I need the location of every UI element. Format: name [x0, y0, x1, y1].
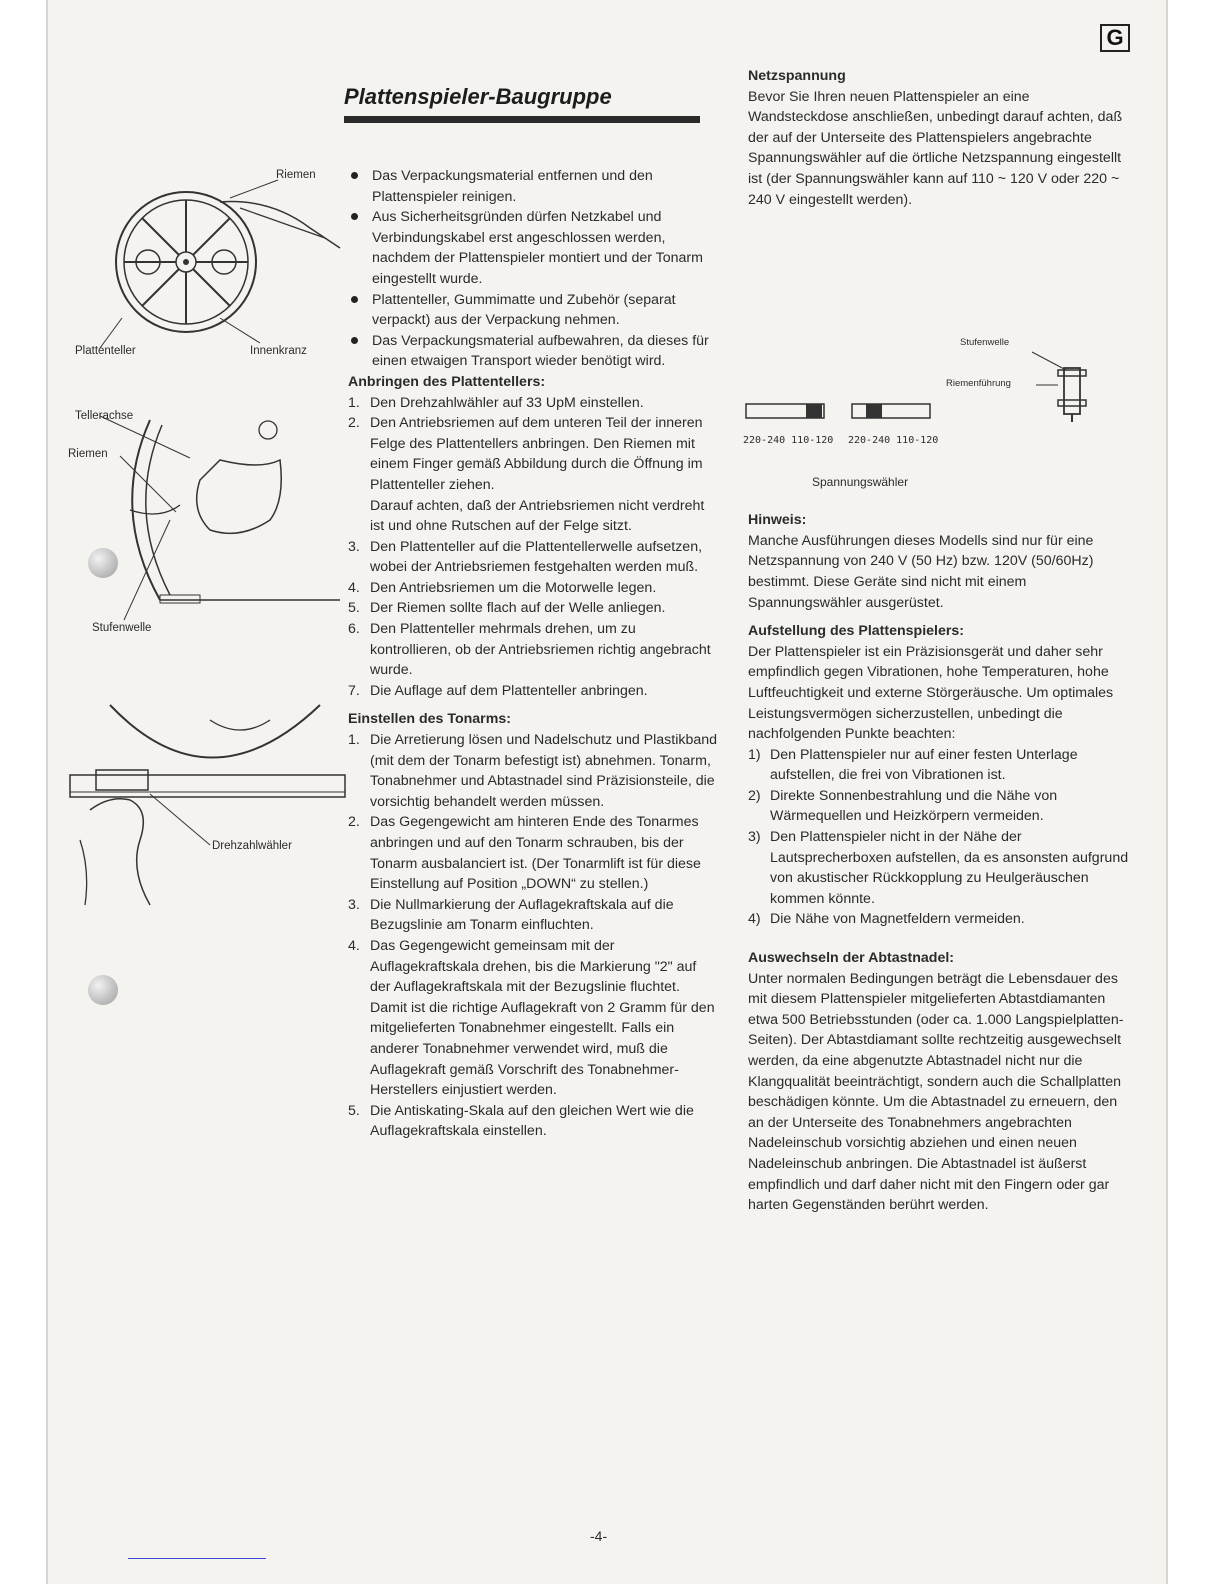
list-item: 2) Direkte Sonnenbestrahlung und die Nähe von Wärmequellen und Heizkörpern vermeiden. [748, 787, 1058, 825]
speed-selector-illustration [70, 700, 350, 910]
platter-heading: Anbringen des Plattentellers: [348, 373, 546, 390]
language-badge: G [1100, 24, 1130, 52]
note-text: Manche Ausführungen dieses Modells sind nur für eine Netzspannung von 240 V (50 Hz) bzw. 120V (50/60Hz) bestimmt. Diese Geräte sind nicht mit einem Spannungswähler ausgerüstet. [748, 532, 1094, 611]
voltage-figure-caption: Spannungswähler [812, 475, 909, 489]
info-column [748, 66, 1132, 1216]
setup-points [748, 745, 1132, 930]
page-title: Plattenspieler-Baugruppe [344, 84, 612, 109]
list-item: 3) Den Plattenspieler nicht in der Nähe der Lautsprecherboxen aufstellen, da es ansonsten aufgrund von akustischer Rückkopplung zu Heulgeräuschen kommen könnte. [748, 829, 1129, 907]
label-belt-2: Riemen [68, 448, 108, 460]
list-item: 1. Den Drehzahlwähler auf 33 UpM einstellen. [348, 394, 644, 411]
note-heading: Hinweis: [748, 512, 807, 529]
list-item: Plattenteller, Gummimatte und Zubehör (separat verpackt) aus der Verpackung nehmen. [348, 290, 720, 331]
list-item: 7. Die Auflage auf dem Plattenteller anbringen. [348, 682, 648, 699]
platter-belt-illustration [70, 168, 350, 358]
label-voltage-pulley: Stufenwelle [960, 337, 1010, 348]
stylus-text: Unter normalen Bedingungen beträgt die Lebensdauer des mit diesem Plattenspieler mitgelieferten Abtastdiamanten etwa 500 Betriebsstunden (oder ca. 1.000 Langspielplatten-Seiten). Der Abtastdiamant sollte rechtzeitig ausgewechselt werden, da eine abgenutzte Abtastnadel nicht nur die Klangqualität beeinträchtigt, sondern auch die Schallplatten beschädigen könnte. Um die Abtastnadel zu erneuern, den an der Unterseite des Tonabnehmers angebrachten Nadeleinschub vorsichtig abziehen und einen neuen Nadeleinschub anbringen. Die Abtastnadel ist äußerst empfindlich und darf daher nicht mit den Fingern oder gar harten Gegenständen berührt werden. [748, 970, 1124, 1214]
footer-link-underline[interactable] [128, 1558, 266, 1559]
list-item: 4. Den Antriebsriemen um die Motorwelle legen. [348, 579, 657, 596]
list-item: 6. Den Plattenteller mehrmals drehen, um zu kontrollieren, ob der Antriebsriemen richtig angebracht wurde. [348, 621, 711, 679]
label-switch-right: 220-240 110-120 [848, 435, 939, 446]
list-item: 5. Der Riemen sollte flach auf der Welle anliegen. [348, 600, 666, 617]
binder-hole [88, 975, 118, 1005]
label-axle: Tellerachse [75, 410, 134, 422]
platter-steps [348, 393, 720, 702]
voltage-text: Bevor Sie Ihren neuen Plattenspieler an eine Wandsteckdose anschließen, unbedingt darauf achten, daß der auf der Unterseite des Plattenspielers angebrachte Spannungswähler auf die örtliche Netzspannung eingestellt ist (der Spannungswähler kann auf 110 ~ 120 V oder 220 ~ 240 V eingestellt werden). [748, 88, 1123, 208]
list-item: 5. Die Antiskating-Skala auf den gleichen Wert wie die Auflagekraftskala einstellen. [348, 1102, 694, 1140]
list-item: Das Verpackungsmaterial aufbewahren, da dieses für einen etwaigen Transport wieder benötigt wird. [348, 331, 720, 372]
stylus-heading: Auswechseln der Abtastnadel: [748, 950, 955, 967]
title-underline [344, 116, 700, 123]
belt-install-illustration [70, 400, 350, 630]
list-item: 4. Das Gegengewicht gemeinsam mit der Auflagekraftskala drehen, bis die Markierung "2" auf der Auflagekraftskala mit der Bezugslinie fluchtet. Damit ist die richtige Auflagekraft von 2 Gramm für den mitgelieferten Tonabnehmer eingestellt. Falls ein anderer Tonabnehmer verwendet wird, muß die Auflagekraft gemäß Vorschrift des Tonabnehmer-Herstellers einjustiert werden. [348, 937, 715, 1099]
label-belt-guide: Riemenführung [946, 378, 1011, 389]
list-item: 2. Das Gegengewicht am hinteren Ende des Tonarmes anbringen und auf den Tonarm schrauben, bis der Tonarm ausbalanciert ist. (Der Tonarmlift ist für diese Einstellung auf Position „DOWN“ zu stellen.) [348, 814, 701, 893]
label-speed-selector: Drehzahlwähler [212, 840, 292, 852]
assembly-column [348, 166, 720, 1142]
tonearm-steps [348, 730, 720, 1142]
label-pulley: Stufenwelle [92, 622, 152, 634]
voltage-selector-illustration [744, 340, 1124, 450]
list-item: 1) Den Plattenspieler nur auf einer festen Unterlage aufstellen, die frei von Vibrationen ist. [748, 746, 1078, 784]
label-inner-rim: Innenkranz [250, 345, 307, 357]
list-item: 3. Die Nullmarkierung der Auflagekraftskala auf die Bezugslinie am Tonarm einfluchten. [348, 896, 674, 934]
tonearm-heading: Einstellen des Tonarms: [348, 711, 511, 728]
list-item: 3. Den Plattenteller auf die Plattentellerwelle aufsetzen, wobei der Antriebsriemen festgehalten werden muß. [348, 538, 703, 576]
list-item: Das Verpackungsmaterial entfernen und den Plattenspieler reinigen. [348, 166, 720, 207]
label-switch-left: 220-240 110-120 [743, 435, 834, 446]
label-belt: Riemen [276, 169, 316, 181]
label-platter: Plattenteller [75, 345, 136, 357]
prep-list [348, 166, 720, 372]
setup-heading: Aufstellung des Plattenspielers: [748, 623, 965, 640]
page-number: -4- [590, 1528, 608, 1544]
list-item: 1. Die Arretierung lösen und Nadelschutz und Plastikband (mit dem der Tonarm befestigt ist) abnehmen. Tonarm, Tonabnehmer und Abtastnadel sind Präzisionsteile, die vorsichtig behandelt werden müssen. [348, 732, 718, 810]
list-item: 4) Die Nähe von Magnetfeldern vermeiden. [748, 911, 1025, 928]
voltage-heading: Netzspannung [748, 68, 846, 84]
binder-hole [88, 548, 118, 578]
list-item: Aus Sicherheitsgründen dürfen Netzkabel und Verbindungskabel erst angeschlossen werden, nachdem der Plattenspieler montiert und der Tonarm eingestellt wurde. [348, 207, 720, 289]
setup-text: Der Plattenspieler ist ein Präzisionsgerät und daher sehr empfindlich gegen Vibrationen, hohe Temperaturen, hohe Luftfeuchtigkeit und externe Störgeräusche. Um optimales Leistungsvermögen sicherzustellen, unbedingt die nachfolgenden Punkte beachten: [748, 643, 1114, 743]
list-item: 2. Den Antriebsriemen auf dem unteren Teil der inneren Felge des Plattentellers anbringen. Den Riemen mit einem Finger gemäß Abbildung durch die Öffnung im Plattenteller ziehen. Darauf achten, daß der Antriebsriemen nicht verdreht ist und ohne Rutschen auf der Felge sitzt. [348, 415, 705, 535]
